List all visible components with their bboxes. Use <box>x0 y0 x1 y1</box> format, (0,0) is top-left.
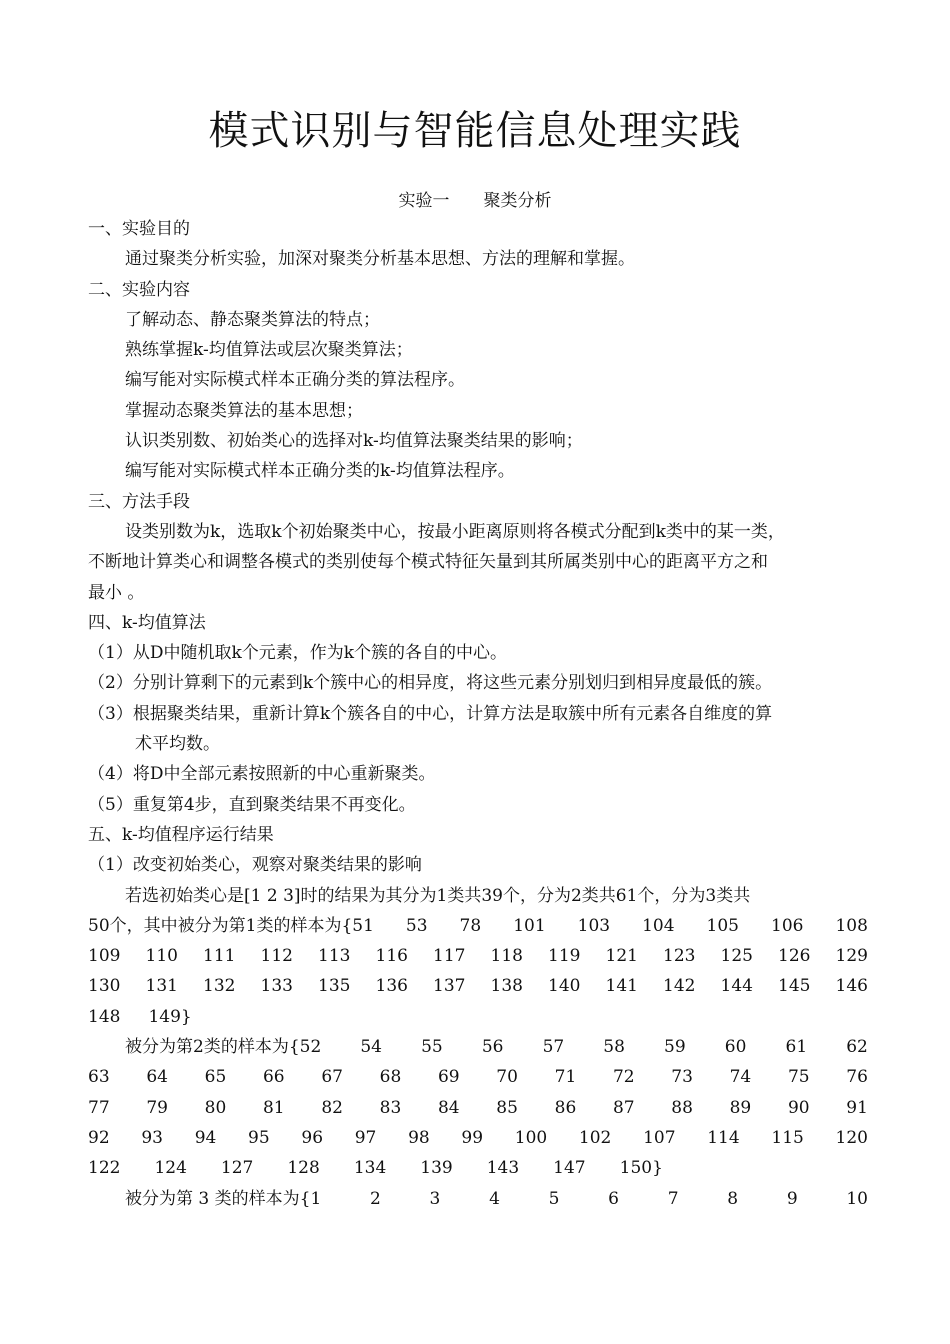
section-2-heading: 二、实验内容 <box>88 279 190 300</box>
sample-index: 85 <box>496 1097 518 1118</box>
section-4-heading: 四、k-均值算法 <box>88 612 206 633</box>
section-1-text: 通过聚类分析实验，加深对聚类分析基本思想、方法的理解和掌握。 <box>125 249 635 270</box>
sample-index: 7 <box>667 1188 679 1209</box>
sample-index: 4 <box>489 1188 500 1209</box>
sample-index: 3 <box>429 1188 441 1209</box>
sample-index: 80 <box>204 1097 227 1118</box>
algorithm-step: （5）重复第4步，直到聚类结果不再变化。 <box>88 794 416 815</box>
sample-index: 141 <box>605 976 638 997</box>
cluster-2-row <box>88 1062 868 1092</box>
sample-index: 87 <box>612 1097 635 1118</box>
content-item: 编写能对实际模式样本正确分类的k-均值算法程序。 <box>125 461 515 482</box>
sample-index: 106 <box>771 915 804 936</box>
sample-index: 65 <box>204 1067 227 1088</box>
sample-index: 83 <box>379 1097 402 1118</box>
sample-index: 99 <box>461 1127 484 1148</box>
sample-index: 128 <box>287 1158 320 1179</box>
sample-index: 131 <box>145 976 178 997</box>
sample-index: 118 <box>490 946 523 967</box>
cluster-1-row <box>88 1002 868 1032</box>
sample-index: 76 <box>846 1067 868 1088</box>
section-5-heading: 五、k-均值程序运行结果 <box>88 824 274 845</box>
sample-index: 119 <box>548 946 581 967</box>
sample-index: 被分为第 3 类的样本为{1 <box>125 1188 322 1209</box>
sample-index: 139 <box>420 1158 453 1179</box>
sample-index: 10 <box>846 1188 868 1209</box>
sample-index: 78 <box>459 915 482 936</box>
result-subheading: （1）改变初始类心，观察对聚类结果的影响 <box>88 855 422 876</box>
sample-index: 69 <box>437 1067 460 1088</box>
sample-index: 71 <box>554 1067 577 1088</box>
sample-index: 59 <box>664 1037 686 1058</box>
sample-index: 120 <box>835 1127 868 1148</box>
sample-index: 108 <box>835 915 868 936</box>
sample-index: 被分为第2类的样本为{52 <box>125 1037 322 1058</box>
sample-index: 101 <box>513 915 546 936</box>
sample-index: 145 <box>778 976 811 997</box>
sample-index: 133 <box>260 976 293 997</box>
sample-index: 105 <box>706 915 739 936</box>
sample-index: 134 <box>353 1158 387 1179</box>
sample-index: 54 <box>360 1037 382 1058</box>
sample-index: 60 <box>724 1037 747 1058</box>
sample-index: 72 <box>612 1067 635 1088</box>
sample-index: 112 <box>260 946 293 967</box>
sample-index: 50个，其中被分为第1类的样本为{51 <box>88 915 374 936</box>
sample-index: 66 <box>262 1067 285 1088</box>
sample-index: 137 <box>433 976 466 997</box>
sample-index: 86 <box>554 1097 577 1118</box>
sample-index: 107 <box>643 1127 676 1148</box>
sample-index: 61 <box>785 1037 808 1058</box>
sample-index: 70 <box>496 1067 518 1088</box>
cluster-2-row <box>88 1123 868 1153</box>
content-item: 熟练掌握k-均值算法或层次聚类算法； <box>125 340 413 361</box>
cluster-1-row <box>88 941 868 971</box>
sample-index: 132 <box>203 976 236 997</box>
sample-index: 104 <box>642 915 675 936</box>
sample-index: 110 <box>145 946 178 967</box>
sample-index: 74 <box>729 1067 752 1088</box>
sample-index: 122 <box>88 1158 121 1179</box>
sample-index: 68 <box>379 1067 402 1088</box>
sample-index: 142 <box>663 976 696 997</box>
sample-index: 103 <box>577 915 611 936</box>
result-paragraph: 若选初始类心是[1 2 3]时的结果为其分为1类共39个，分为2类共61个，分为3类共 <box>125 885 751 906</box>
sample-index: 62 <box>846 1037 868 1058</box>
sample-index: 130 <box>88 976 121 997</box>
algorithm-step: （1）从D中随机取k个元素，作为k个簇的各自的中心。 <box>88 643 508 664</box>
method-line: 最小 。 <box>88 582 145 603</box>
sample-index: 89 <box>729 1097 752 1118</box>
sample-index: 143 <box>486 1158 520 1179</box>
experiment-subtitle: 实验一 聚类分析 <box>398 191 552 211</box>
sample-index: 116 <box>375 946 408 967</box>
sample-index: 95 <box>248 1127 270 1148</box>
sample-index: 121 <box>605 946 638 967</box>
sample-index: 57 <box>542 1037 565 1058</box>
sample-index: 90 <box>787 1097 810 1118</box>
sample-index: 6 <box>608 1188 619 1209</box>
sample-index: 111 <box>203 946 236 967</box>
sample-index: 82 <box>321 1097 343 1118</box>
sample-index: 126 <box>778 946 811 967</box>
cluster-2-row <box>88 1032 868 1062</box>
sample-index: 63 <box>88 1067 110 1088</box>
content-item: 了解动态、静态聚类算法的特点； <box>125 309 380 330</box>
sample-index: 67 <box>321 1067 343 1088</box>
sample-index: 8 <box>727 1188 739 1209</box>
sample-index: 81 <box>262 1097 285 1118</box>
method-line: 设类别数为k，选取k个初始聚类中心，按最小距离原则将各模式分配到k类中的某一类， <box>125 521 785 542</box>
sample-index: 125 <box>720 946 753 967</box>
sample-index: 144 <box>720 976 753 997</box>
sample-index: 147 <box>553 1158 586 1179</box>
sample-index: 98 <box>408 1127 430 1148</box>
sample-index: 9 <box>786 1188 798 1209</box>
sample-index: 84 <box>437 1097 460 1118</box>
sample-index: 124 <box>154 1158 187 1179</box>
algorithm-step: （2）分别计算剩下的元素到k个簇中心的相异度，将这些元素分别划归到相异度最低的簇。 <box>88 673 773 694</box>
method-line: 不断地计算类心和调整各模式的类别使每个模式特征矢量到其所属类别中心的距离平方之和 <box>88 552 768 573</box>
sample-index: 79 <box>146 1097 168 1118</box>
section-3-heading: 三、方法手段 <box>88 491 190 512</box>
cluster-1-row <box>88 911 868 941</box>
sample-index: 64 <box>146 1067 168 1088</box>
content-item: 认识类别数、初始类心的选择对k-均值算法聚类结果的影响； <box>125 431 583 452</box>
sample-index: 58 <box>603 1037 625 1058</box>
sample-index: 129 <box>835 946 868 967</box>
sample-index: 150} <box>619 1158 663 1179</box>
sample-index: 73 <box>671 1067 693 1088</box>
algorithm-step-continuation: 术平均数。 <box>135 734 220 755</box>
sample-index: 5 <box>548 1188 560 1209</box>
content-item: 掌握动态聚类算法的基本思想； <box>125 400 363 421</box>
sample-index: 92 <box>88 1127 110 1148</box>
sample-index: 115 <box>771 1127 804 1148</box>
sample-index: 117 <box>433 946 466 967</box>
sample-index: 123 <box>663 946 696 967</box>
cluster-1-row <box>88 971 868 1001</box>
sample-index: 56 <box>481 1037 504 1058</box>
sample-index: 113 <box>318 946 351 967</box>
sample-index: 77 <box>88 1097 110 1118</box>
sample-index: 102 <box>578 1127 612 1148</box>
sample-index: 2 <box>369 1188 381 1209</box>
algorithm-step: （3）根据聚类结果，重新计算k个簇各自的中心，计算方法是取簇中所有元素各自维度的算 <box>88 703 773 724</box>
document-body <box>88 214 868 1214</box>
sample-index: 53 <box>405 915 428 936</box>
sample-index: 148 <box>88 1006 121 1027</box>
sample-index: 149} <box>148 1006 192 1027</box>
sample-index: 93 <box>141 1127 163 1148</box>
sample-index: 100 <box>514 1127 548 1148</box>
sample-index: 138 <box>490 976 523 997</box>
sample-index: 91 <box>846 1097 868 1118</box>
sample-index: 114 <box>707 1127 740 1148</box>
sample-index: 94 <box>194 1127 217 1148</box>
sample-index: 96 <box>301 1127 324 1148</box>
content-item: 编写能对实际模式样本正确分类的算法程序。 <box>125 370 465 391</box>
sample-index: 136 <box>375 976 408 997</box>
cluster-2-row <box>88 1153 868 1183</box>
cluster-2-row <box>88 1093 868 1123</box>
sample-index: 135 <box>318 976 351 997</box>
cluster-3-row <box>88 1184 868 1214</box>
sample-index: 75 <box>787 1067 810 1088</box>
document-title: 模式识别与智能信息处理实践 <box>208 108 742 154</box>
sample-index: 140 <box>548 976 581 997</box>
sample-index: 127 <box>220 1158 254 1179</box>
sample-index: 109 <box>88 946 121 967</box>
algorithm-step: （4）将D中全部元素按照新的中心重新聚类。 <box>88 764 436 785</box>
sample-index: 55 <box>421 1037 443 1058</box>
section-1-heading: 一、实验目的 <box>88 219 190 239</box>
sample-index: 97 <box>354 1127 377 1148</box>
sample-index: 146 <box>835 976 868 997</box>
sample-index: 88 <box>671 1097 693 1118</box>
